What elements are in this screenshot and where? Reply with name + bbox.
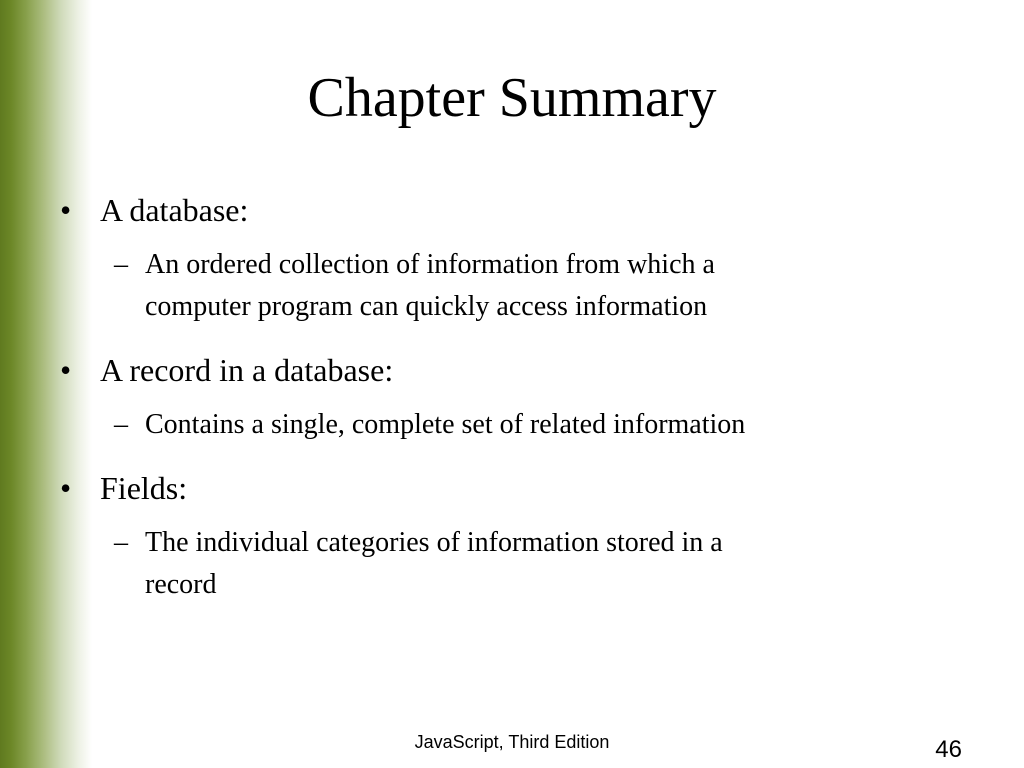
bullet-fields: [56, 468, 956, 508]
sub-bullet-line: computer program can quickly access information: [145, 291, 708, 322]
bullet-text: A record in a database:: [100, 352, 394, 388]
slide-title: Chapter Summary: [307, 67, 717, 129]
bullet-record: [56, 350, 956, 390]
sub-bullet-fields-definition: [56, 522, 956, 606]
sub-bullet-record-definition: [56, 404, 956, 446]
page-number: 46: [935, 736, 962, 763]
sub-bullet-line: The individual categories of information stored in a: [145, 527, 723, 558]
sub-bullet-line: record: [145, 569, 217, 600]
bullet-marker: •: [60, 352, 72, 388]
bullet-marker: •: [60, 192, 72, 228]
sub-bullet-marker: –: [114, 409, 128, 440]
bullet-text: A database:: [100, 192, 249, 228]
sub-bullet-marker: –: [114, 249, 128, 280]
bullet-text: Fields:: [100, 470, 188, 506]
slide-content: [56, 190, 956, 628]
bullet-database: [56, 190, 956, 230]
slide-footer: JavaScript, Third Edition: [414, 732, 610, 752]
sub-bullet-line: Contains a single, complete set of related information: [145, 409, 746, 440]
sub-bullet-database-definition: [56, 244, 956, 328]
sub-bullet-marker: –: [114, 527, 128, 558]
sub-bullet-line: An ordered collection of information from which a: [145, 249, 715, 280]
bullet-marker: •: [60, 470, 72, 506]
